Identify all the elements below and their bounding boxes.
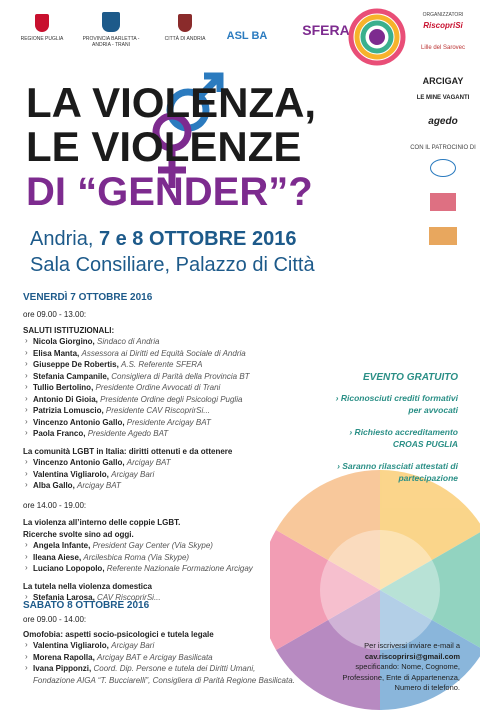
speaker-name: Ivana Pipponzi, [33, 664, 92, 673]
speaker-name: Patrizia Lomuscio, [33, 406, 104, 415]
speaker-role: President Gay Center (Via Skype) [92, 541, 213, 550]
speaker-name: Morena Rapolla, [33, 652, 95, 662]
session-heading: Omofobia: aspetti socio-psicologici e tutela legale [23, 629, 214, 639]
organizers-heading: ORGANIZZATORI [422, 12, 464, 18]
speaker-role: Presidente Arcigay BAT [126, 417, 211, 427]
speaker-name: Ileana Aiese, [33, 552, 82, 562]
sfera-logo [296, 22, 356, 39]
list-item [23, 336, 343, 348]
sfera-circle-icon [348, 8, 406, 66]
info-line: specificando: Nome, Cognome, [355, 662, 460, 671]
speaker-role: Presidente Agedo BAT [87, 429, 169, 438]
speaker-name: Vincenzo Antonio Gallo, [33, 458, 125, 467]
session-heading: SALUTI ISTITUZIONALI: [23, 325, 115, 335]
city: Andria, [30, 228, 99, 250]
provincia-logo [80, 12, 142, 48]
session-heading: La tutela nella violenza domestica [23, 581, 152, 591]
title-line-2: LE VIOLENZE [26, 123, 302, 170]
patron-logo-croas [429, 227, 457, 245]
list-item [23, 382, 343, 394]
day1-program [23, 309, 343, 604]
organizers-column [410, 12, 476, 245]
organizer-agedo: agedo [428, 115, 458, 127]
speaker-role: Coord. Dip. Persone e tutela dei Diritti Umani, [93, 664, 256, 673]
event-date [30, 228, 296, 251]
patron-logo-psicologi [430, 159, 456, 177]
event-note: › Richiesto accreditamento CROAS PUGLIA [349, 427, 458, 449]
event-note: › Riconosciuti crediti formativi per avvocati [335, 393, 458, 415]
organizer-sarovec: Lille del Sarovec [420, 44, 466, 51]
list-item [23, 480, 343, 492]
list-item [23, 371, 343, 383]
logo-label: CITTÀ DI ANDRIA [164, 36, 206, 42]
session-heading: La violenza all’interno delle coppie LGBT. [23, 518, 181, 527]
event-note: › Saranno rilasciati attestati di partecipazione [337, 461, 458, 483]
registration-info [320, 641, 460, 694]
list-item [23, 540, 343, 552]
speaker-name: Vincenzo Antonio Gallo, [33, 417, 125, 427]
list-item [23, 469, 343, 481]
session-heading-2: Ricerche svolte sino ad oggi. [23, 529, 134, 539]
organizer-arcigay: ARCIGAY [422, 76, 464, 87]
title-line-3: DI “GENDER”? [26, 170, 313, 214]
speaker-name: Giuseppe De Robertis, [33, 360, 119, 369]
speaker-role-extra [23, 675, 343, 687]
speaker-role: Assessora ai Diritti ed Equità Sociale di Andria [81, 348, 246, 358]
session-time: ore 09.00 - 14.00: [23, 615, 87, 624]
speaker-name: Nicola Giorgino, [33, 337, 95, 346]
list-item [23, 428, 343, 440]
speaker-name: Angela Infante, [33, 541, 91, 550]
crest-icon [102, 12, 120, 32]
crest-icon [35, 14, 49, 32]
event-venue: Sala Consiliare, Palazzo di Città [30, 254, 315, 276]
logo-label: ASL BA [226, 30, 268, 42]
list-item [23, 394, 343, 406]
organizer-mine-vaganti: LE MINE VAGANTI [416, 95, 470, 102]
speaker-name: Luciano Lopopolo, [33, 564, 105, 573]
speaker-role: Sindaco di Andria [97, 337, 160, 346]
list-item [23, 663, 343, 675]
speaker-name: Stefania Larosa, [33, 593, 95, 602]
speaker-role: Referente Nazionale Formazione Arcigay [106, 564, 253, 573]
speaker-role: Fondazione AIGA “T. Bucciarelli”, Consigliera di Parità Regione Basilicata. [33, 675, 295, 685]
speaker-role: Presidente CAV RiscoprirSi... [105, 406, 210, 415]
title-line-1: LA VIOLENZA, [26, 79, 317, 126]
speaker-name: Alba Gallo, [33, 481, 75, 490]
speaker-role: Arcigay Bari [111, 641, 155, 650]
citta-andria-logo [160, 14, 210, 42]
speaker-role: Consigliera di Parità della Provincia BT [111, 371, 250, 381]
info-line: Numero di telefono. [394, 683, 460, 692]
list-item [23, 457, 343, 469]
regione-puglia-logo [20, 14, 64, 42]
day1-title: VENERDÌ 7 OTTOBRE 2016 [23, 292, 153, 303]
asl-logo [222, 30, 272, 43]
logo-label: PROVINCIA BARLETTA - ANDRIA - TRANI [82, 36, 140, 48]
patron-logo-aiga [430, 193, 456, 211]
event-info [330, 372, 458, 494]
dates: 7 e 8 OTTOBRE 2016 [98, 228, 297, 250]
speaker-role: Arcigay Bari [111, 469, 155, 479]
speaker-name: Tullio Bertolino, [33, 383, 94, 392]
contact-email[interactable]: cav.riscoprirsi@gmail.com [364, 651, 460, 661]
speaker-role: Arcilesbica Roma (Via Skype) [83, 552, 190, 562]
speaker-role: Presidente Ordine degli Psicologi Puglia [100, 394, 243, 404]
speaker-role: CAV RiscoprirSi... [97, 593, 161, 602]
session-heading: La comunità LGBT in Italia: diritti ottenuti e da ottenere [23, 446, 233, 456]
speaker-name: Antonio Di Gioia, [33, 394, 98, 404]
info-line: Per iscriversi inviare e-mail a [364, 641, 460, 650]
list-item [23, 405, 343, 417]
day2-program [23, 614, 343, 686]
patronage-heading: CON IL PATROCINIO DI [410, 144, 476, 151]
speaker-role: Arcigay BAT [77, 481, 121, 490]
list-item [23, 417, 343, 429]
event-heading: EVENTO GRATUITO [362, 372, 458, 383]
list-item [23, 348, 343, 360]
list-item [23, 359, 343, 371]
session-time: ore 14.00 - 19.00: [23, 500, 87, 510]
speaker-name: Valentina Vigliarolo, [33, 641, 109, 650]
speaker-role: A.S. Referente SFERA [121, 360, 203, 369]
speaker-role: Arcigay BAT e Arcigay Basilicata [97, 652, 213, 662]
list-item [23, 652, 343, 664]
session-time: ore 09.00 - 13.00: [23, 310, 87, 319]
logo-row [0, 8, 480, 68]
speaker-name: Stefania Campanile, [33, 371, 110, 381]
speaker-name: Paola Franco, [33, 429, 86, 438]
speaker-role: Presidente Ordine Avvocati di Trani [95, 383, 221, 392]
list-item [23, 640, 343, 652]
logo-label: REGIONE PUGLIA [20, 36, 64, 42]
crest-icon [178, 14, 192, 32]
list-item [23, 552, 343, 564]
logo-label: SFERA [302, 22, 350, 38]
info-line: Professione, Ente di Appartenenza, [342, 672, 460, 682]
speaker-role: Arcigay BAT [126, 458, 171, 467]
speaker-name: Elisa Manta, [33, 348, 80, 358]
list-item [23, 563, 343, 575]
day2-title: SABATO 8 OTTOBRE 2016 [23, 600, 150, 611]
speaker-name: Valentina Vigliarolo, [33, 469, 109, 479]
organizer-riscoprirsi: RiscopriSi [423, 21, 463, 30]
